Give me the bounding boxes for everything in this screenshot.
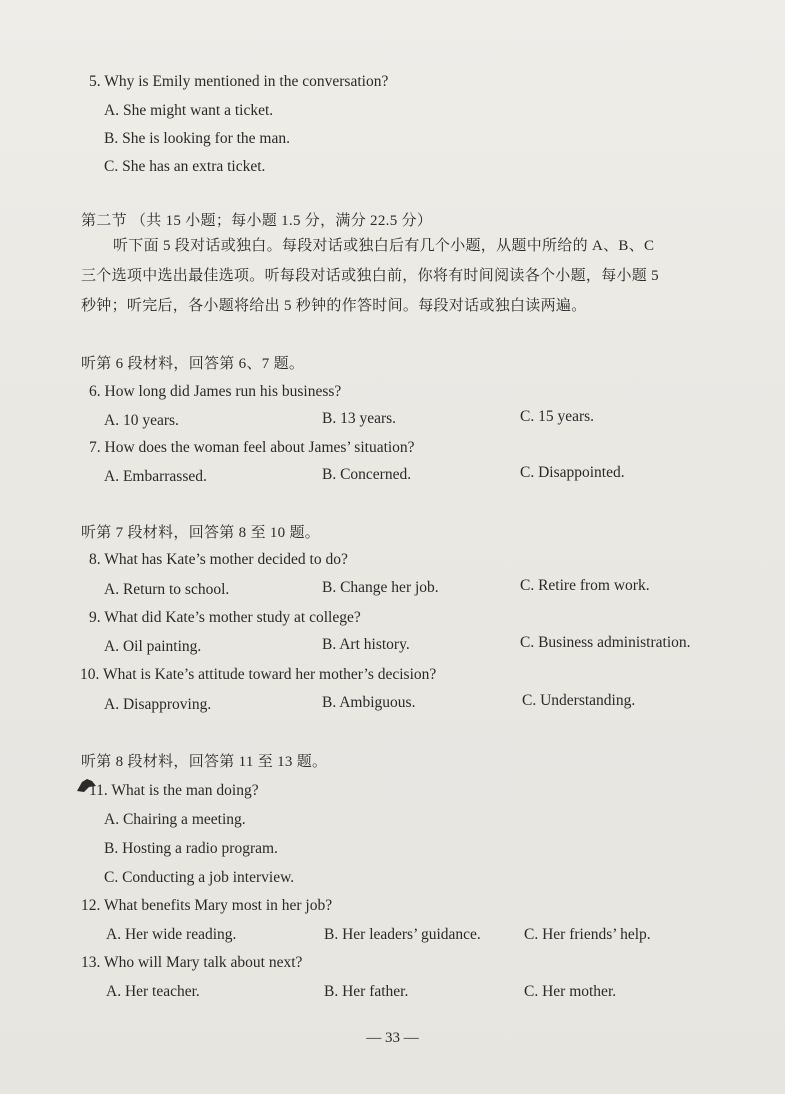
question-13: 13. Who will Mary talk about next? <box>81 954 303 971</box>
q9-option-b: B. Art history. <box>322 636 410 653</box>
q12-option-a: A. Her wide reading. <box>106 926 237 943</box>
q10-option-b: B. Ambiguous. <box>322 694 416 711</box>
q10-option-c: C. Understanding. <box>522 692 636 709</box>
question-8: 8. What has Kate’s mother decided to do? <box>89 551 348 568</box>
section-instructions-line3: 秒钟；听完后，各小题将给出 5 秒钟的作答时间。每段对话或独白读两遍。 <box>81 298 587 314</box>
q8-option-a: A. Return to school. <box>104 581 230 598</box>
q5-option-b: B. She is looking for the man. <box>104 130 290 147</box>
q11-option-c: C. Conducting a job interview. <box>104 869 295 886</box>
q5-option-a: A. She might want a ticket. <box>104 102 274 119</box>
q13-option-a: A. Her teacher. <box>106 983 200 1000</box>
q13-option-c: C. Her mother. <box>524 983 617 1000</box>
material-6-heading: 听第 6 段材料，回答第 6、7 题。 <box>81 356 305 372</box>
section-instructions-line1: 听下面 5 段对话或独白。每段对话或独白后有几个小题，从题中所给的 A、B、C <box>113 238 655 254</box>
q7-option-b: B. Concerned. <box>322 466 412 483</box>
q6-option-a: A. 10 years. <box>104 412 179 429</box>
question-11: 11. What is the man doing? <box>89 782 259 799</box>
q7-option-a: A. Embarrassed. <box>104 468 207 485</box>
q6-option-c: C. 15 years. <box>520 408 595 425</box>
question-7: 7. How does the woman feel about James’ situation? <box>89 439 415 456</box>
section-heading: 第二节 （共 15 小题；每小题 1.5 分，满分 22.5 分） <box>81 213 433 229</box>
q8-option-c: C. Retire from work. <box>520 577 650 594</box>
q12-option-b: B. Her leaders’ guidance. <box>324 926 481 943</box>
material-8-heading: 听第 8 段材料，回答第 11 至 13 题。 <box>81 754 328 770</box>
page-number: — 33 — <box>366 1030 419 1046</box>
section-instructions-line2: 三个选项中选出最佳选项。听每段对话或独白前，你将有时间阅读各个小题，每小题 5 <box>81 268 659 284</box>
q11-option-b: B. Hosting a radio program. <box>104 840 278 857</box>
q11-option-a: A. Chairing a meeting. <box>104 811 246 828</box>
q13-option-b: B. Her father. <box>324 983 409 1000</box>
material-7-heading: 听第 7 段材料，回答第 8 至 10 题。 <box>81 525 321 541</box>
q5-option-c: C. She has an extra ticket. <box>104 158 266 175</box>
question-10: 10. What is Kate’s attitude toward her mother’s decision? <box>80 666 437 683</box>
q9-option-c: C. Business administration. <box>520 634 691 651</box>
question-9: 9. What did Kate’s mother study at college? <box>89 609 361 626</box>
question-6: 6. How long did James run his business? <box>89 383 342 400</box>
question-12: 12. What benefits Mary most in her job? <box>81 897 333 914</box>
q7-option-c: C. Disappointed. <box>520 464 625 481</box>
question-5: 5. Why is Emily mentioned in the conversation? <box>89 73 389 90</box>
q12-option-c: C. Her friends’ help. <box>524 926 651 943</box>
q6-option-b: B. 13 years. <box>322 410 397 427</box>
q8-option-b: B. Change her job. <box>322 579 439 596</box>
q10-option-a: A. Disapproving. <box>104 696 212 713</box>
q9-option-a: A. Oil painting. <box>104 638 202 655</box>
paper-tear-mark <box>76 778 98 794</box>
